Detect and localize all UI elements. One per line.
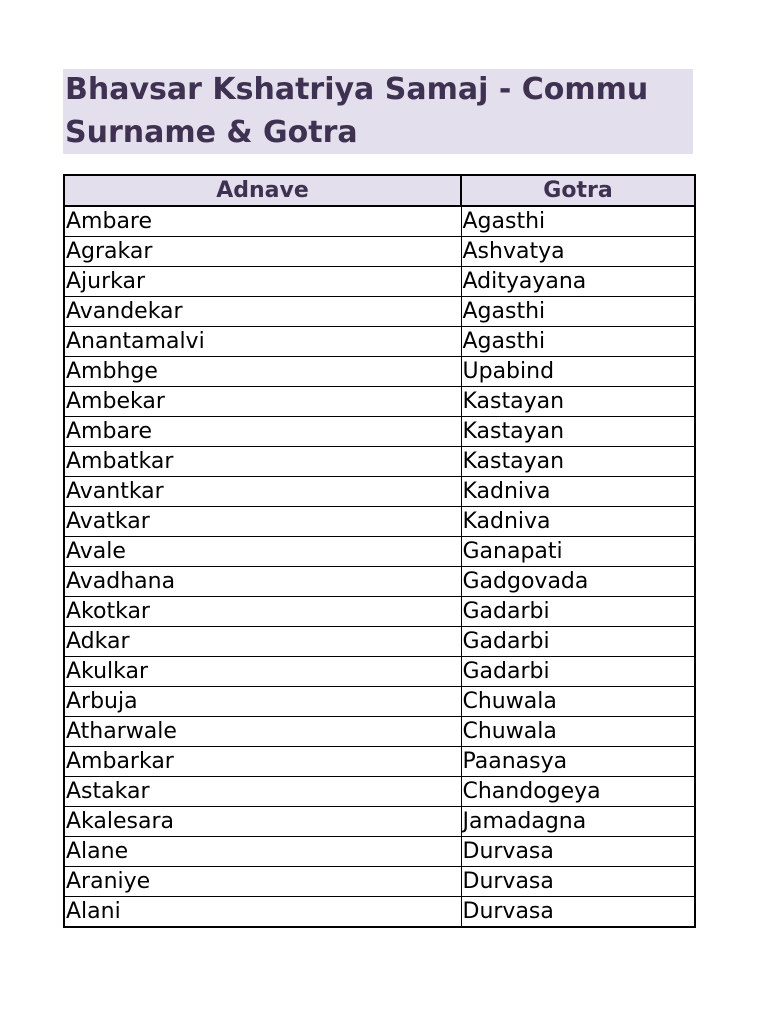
gotra-cell: Gadarbi xyxy=(461,597,695,627)
gotra-cell: Durvasa xyxy=(461,867,695,897)
gotra-cell: Kastayan xyxy=(461,447,695,477)
table-row xyxy=(64,777,695,807)
surname-cell: Alani xyxy=(64,897,461,928)
table-row xyxy=(64,867,695,897)
gotra-cell: Agasthi xyxy=(461,327,695,357)
surname-cell: Akulkar xyxy=(64,657,461,687)
table-body xyxy=(64,206,695,927)
table-row xyxy=(64,357,695,387)
surname-cell: Ambarkar xyxy=(64,747,461,777)
table-row xyxy=(64,327,695,357)
surname-cell: Akalesara xyxy=(64,807,461,837)
column-header-gotra: Gotra xyxy=(461,175,695,206)
surname-cell: Avadhana xyxy=(64,567,461,597)
surname-cell: Agrakar xyxy=(64,237,461,267)
table-row xyxy=(64,627,695,657)
table-row xyxy=(64,537,695,567)
surname-cell: Alane xyxy=(64,837,461,867)
table-row xyxy=(64,507,695,537)
table-row xyxy=(64,747,695,777)
gotra-cell: Paanasya xyxy=(461,747,695,777)
table-row xyxy=(64,206,695,237)
gotra-cell: Durvasa xyxy=(461,837,695,867)
surname-cell: Ambare xyxy=(64,417,461,447)
surname-cell: Ambhge xyxy=(64,357,461,387)
document-title-line-2: Surname & Gotra xyxy=(65,115,358,150)
gotra-cell: Gadarbi xyxy=(461,657,695,687)
gotra-cell: Kastayan xyxy=(461,387,695,417)
gotra-cell: Ganapati xyxy=(461,537,695,567)
document-title-line-1: Bhavsar Kshatriya Samaj - Commu xyxy=(65,72,649,107)
surname-cell: Arbuja xyxy=(64,687,461,717)
surname-cell: Avandekar xyxy=(64,297,461,327)
surname-cell: Avantkar xyxy=(64,477,461,507)
table-row xyxy=(64,657,695,687)
table-row xyxy=(64,417,695,447)
surname-cell: Ambare xyxy=(64,206,461,237)
surname-cell: Ajurkar xyxy=(64,267,461,297)
gotra-cell: Gadgovada xyxy=(461,567,695,597)
table-row xyxy=(64,807,695,837)
table-row xyxy=(64,297,695,327)
surname-cell: Avatkar xyxy=(64,507,461,537)
title-band xyxy=(63,69,693,154)
surname-cell: Anantamalvi xyxy=(64,327,461,357)
table-row xyxy=(64,897,695,928)
surname-cell: Akotkar xyxy=(64,597,461,627)
column-header-adnave: Adnave xyxy=(64,175,461,206)
surname-gotra-table xyxy=(63,174,696,928)
surname-cell: Adkar xyxy=(64,627,461,657)
table-header-row xyxy=(64,175,695,206)
gotra-cell: Chandogeya xyxy=(461,777,695,807)
gotra-cell: Upabind xyxy=(461,357,695,387)
gotra-cell: Durvasa xyxy=(461,897,695,928)
gotra-cell: Kastayan xyxy=(461,417,695,447)
table-row xyxy=(64,477,695,507)
table-row xyxy=(64,567,695,597)
gotra-cell: Adityayana xyxy=(461,267,695,297)
table-row xyxy=(64,717,695,747)
gotra-cell: Chuwala xyxy=(461,717,695,747)
table-row xyxy=(64,267,695,297)
table-row xyxy=(64,597,695,627)
gotra-cell: Ashvatya xyxy=(461,237,695,267)
gotra-cell: Kadniva xyxy=(461,477,695,507)
surname-cell: Araniye xyxy=(64,867,461,897)
surname-cell: Ambatkar xyxy=(64,447,461,477)
gotra-cell: Gadarbi xyxy=(461,627,695,657)
table-row xyxy=(64,837,695,867)
table-row xyxy=(64,387,695,417)
gotra-cell: Kadniva xyxy=(461,507,695,537)
table-row xyxy=(64,237,695,267)
gotra-cell: Chuwala xyxy=(461,687,695,717)
table-row xyxy=(64,687,695,717)
table-row xyxy=(64,447,695,477)
surname-cell: Ambekar xyxy=(64,387,461,417)
surname-cell: Astakar xyxy=(64,777,461,807)
gotra-cell: Jamadagna xyxy=(461,807,695,837)
surname-cell: Atharwale xyxy=(64,717,461,747)
gotra-cell: Agasthi xyxy=(461,297,695,327)
gotra-cell: Agasthi xyxy=(461,206,695,237)
surname-cell: Avale xyxy=(64,537,461,567)
